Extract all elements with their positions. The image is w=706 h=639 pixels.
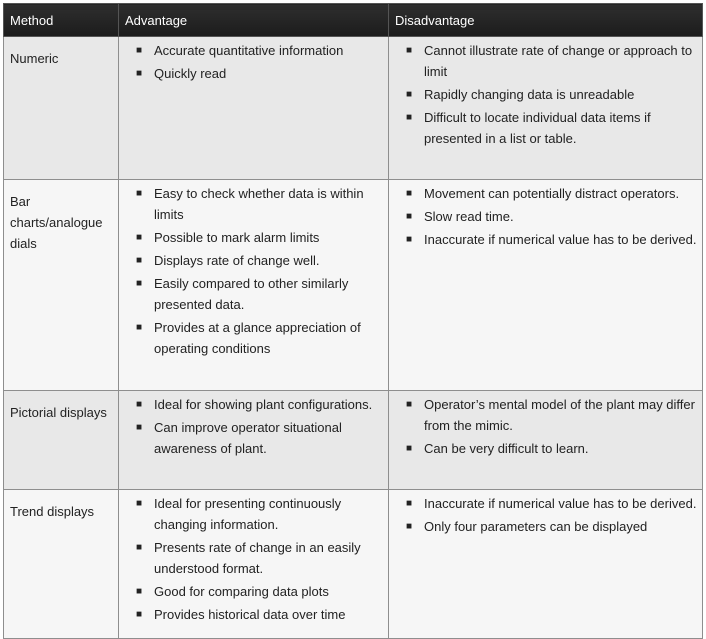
list-item [389, 493, 702, 514]
list-item [119, 394, 388, 415]
disadvantages-list [389, 37, 702, 149]
advantages-list [119, 180, 388, 359]
bullet-icon: ■ [136, 68, 143, 79]
list-item-text: Displays rate of change well. [154, 253, 320, 268]
list-item-text: Difficult to locate individual data items if presented in a list or table. [424, 110, 651, 146]
list-item-text: Ideal for showing plant configurations. [154, 397, 373, 412]
bullet-icon: ■ [406, 211, 413, 222]
method-cell: Pictorial displays [4, 391, 119, 490]
bullet-icon: ■ [136, 586, 143, 597]
method-cell: Bar charts/analogue dials [4, 180, 119, 391]
list-item [119, 183, 388, 225]
list-item-text: Can improve operator situational awareness of plant. [154, 420, 342, 456]
table-row [4, 490, 703, 639]
list-item-text: Inaccurate if numerical value has to be derived. [424, 496, 697, 511]
list-item [119, 317, 388, 359]
list-item-text: Possible to mark alarm limits [154, 230, 320, 245]
list-item-text: Accurate quantitative information [154, 43, 344, 58]
list-item-text: Can be very difficult to learn. [424, 441, 589, 456]
disadvantages-cell [389, 490, 703, 639]
bullet-icon: ■ [406, 399, 413, 410]
list-item [119, 227, 388, 248]
bullet-icon: ■ [136, 255, 143, 266]
list-item-text: Good for comparing data plots [154, 584, 329, 599]
list-item-text: Slow read time. [424, 209, 514, 224]
list-item [389, 84, 702, 105]
header-disadvantage: Disadvantage [389, 4, 703, 37]
bullet-icon: ■ [406, 234, 413, 245]
method-cell: Trend displays [4, 490, 119, 639]
comparison-table [3, 3, 703, 639]
list-item [119, 63, 388, 84]
bullet-icon: ■ [136, 322, 143, 333]
disadvantages-list [389, 490, 702, 537]
advantages-cell [119, 180, 389, 391]
advantages-cell [119, 391, 389, 490]
list-item [389, 40, 702, 82]
list-item [389, 183, 702, 204]
bullet-icon: ■ [136, 232, 143, 243]
list-item-text: Movement can potentially distract operators. [424, 186, 680, 201]
bullet-icon: ■ [406, 188, 413, 199]
disadvantages-list [389, 391, 702, 459]
list-item-text: Presents rate of change in an easily understood format. [154, 540, 361, 576]
bullet-icon: ■ [136, 542, 143, 553]
method-cell: Numeric [4, 37, 119, 180]
list-item [389, 206, 702, 227]
bullet-icon: ■ [136, 188, 143, 199]
list-item-text: Operator’s mental model of the plant may differ from the mimic. [424, 397, 695, 433]
bullet-icon: ■ [136, 399, 143, 410]
list-item-text: Provides at a glance appreciation of operating conditions [154, 320, 361, 356]
advantages-list [119, 490, 388, 625]
list-item [119, 604, 388, 625]
list-item-text: Only four parameters can be displayed [424, 519, 648, 534]
bullet-icon: ■ [406, 443, 413, 454]
bullet-icon: ■ [136, 498, 143, 509]
list-item [119, 273, 388, 315]
bullet-icon: ■ [406, 498, 413, 509]
advantages-cell [119, 490, 389, 639]
advantages-list [119, 391, 388, 459]
disadvantages-cell [389, 180, 703, 391]
header-advantage: Advantage [119, 4, 389, 37]
list-item-text: Inaccurate if numerical value has to be derived. [424, 232, 697, 247]
disadvantages-cell [389, 37, 703, 180]
list-item-text: Quickly read [154, 66, 227, 81]
advantages-list [119, 37, 388, 84]
bullet-icon: ■ [136, 609, 143, 620]
list-item-text: Easily compared to other similarly presented data. [154, 276, 349, 312]
bullet-icon: ■ [406, 521, 413, 532]
advantages-cell [119, 37, 389, 180]
bullet-icon: ■ [406, 45, 413, 56]
table-row [4, 37, 703, 180]
bullet-icon: ■ [406, 112, 413, 123]
header-method: Method [4, 4, 119, 37]
list-item-text: Cannot illustrate rate of change or approach to limit [424, 43, 693, 79]
list-item [389, 229, 702, 250]
list-item [119, 40, 388, 61]
disadvantages-list [389, 180, 702, 250]
bullet-icon: ■ [136, 278, 143, 289]
list-item [389, 107, 702, 149]
list-item-text: Rapidly changing data is unreadable [424, 87, 635, 102]
header-row [4, 4, 703, 37]
list-item [119, 493, 388, 535]
table-row [4, 180, 703, 391]
list-item [119, 581, 388, 602]
table-row [4, 391, 703, 490]
bullet-icon: ■ [136, 45, 143, 56]
list-item-text: Ideal for presenting continuously changing information. [154, 496, 342, 532]
list-item-text: Provides historical data over time [154, 607, 346, 622]
list-item [119, 417, 388, 459]
list-item [389, 516, 702, 537]
list-item [389, 394, 702, 436]
list-item-text: Easy to check whether data is within limits [154, 186, 364, 222]
list-item [119, 250, 388, 271]
bullet-icon: ■ [136, 422, 143, 433]
list-item [119, 537, 388, 579]
disadvantages-cell [389, 391, 703, 490]
bullet-icon: ■ [406, 89, 413, 100]
list-item [389, 438, 702, 459]
